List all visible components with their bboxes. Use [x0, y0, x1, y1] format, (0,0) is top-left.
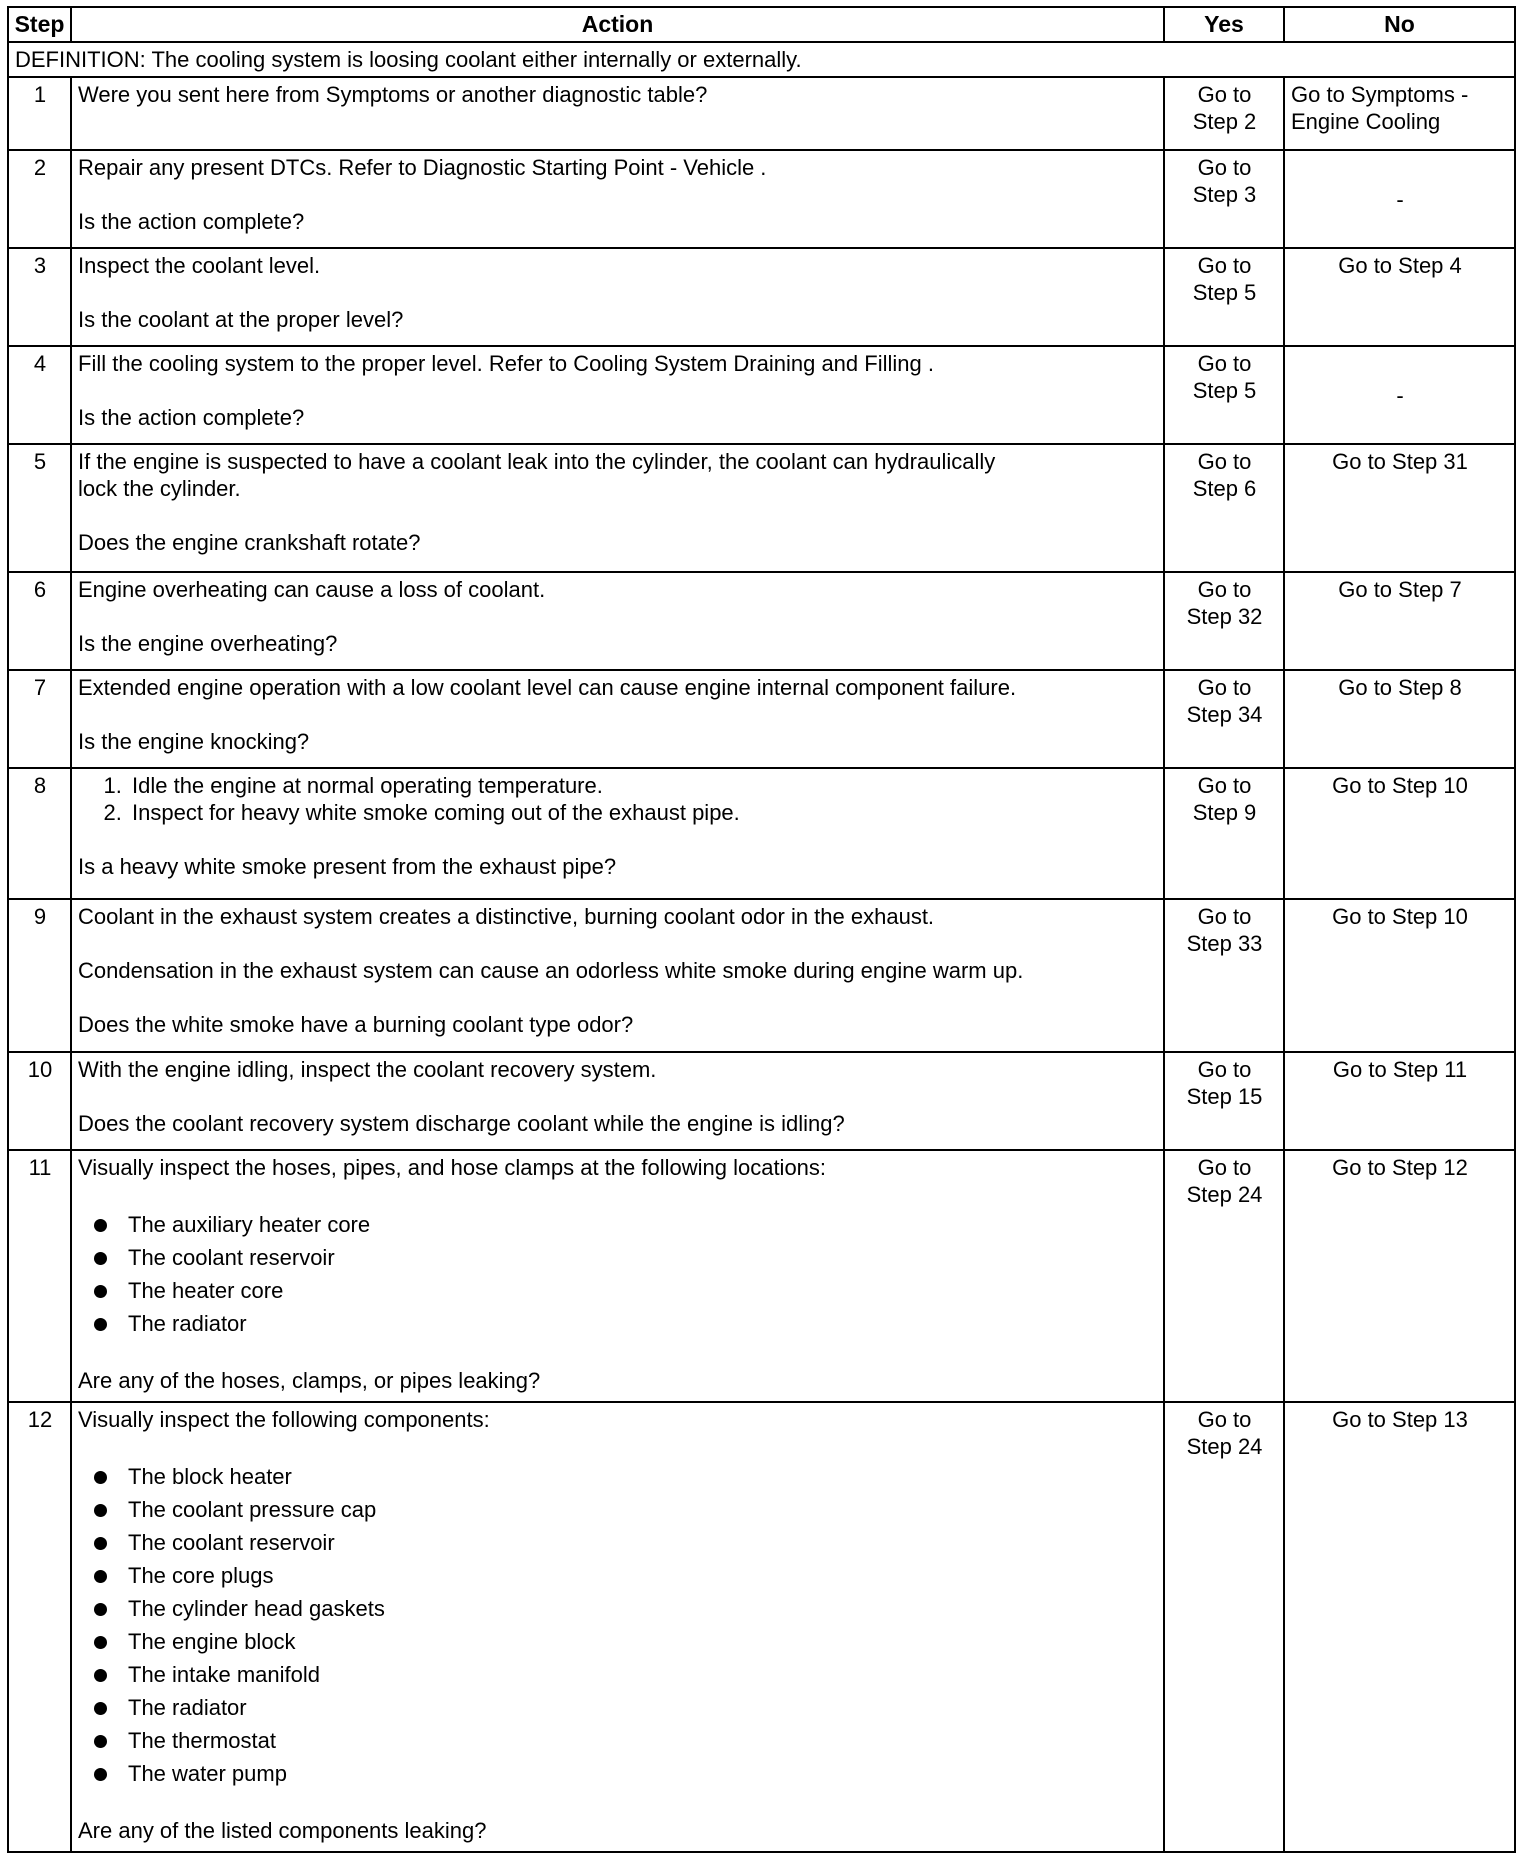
action-question: Is a heavy white smoke present from the exhaust pipe? — [78, 854, 617, 879]
step-number: 2 — [8, 150, 71, 248]
yes-cell[interactable] — [1164, 248, 1284, 346]
table-row — [8, 572, 1515, 670]
yes-line: Step 24 — [1186, 1182, 1263, 1207]
table-header-row — [8, 7, 1515, 42]
table-row — [8, 150, 1515, 248]
table-row — [8, 346, 1515, 444]
yes-cell[interactable] — [1164, 1052, 1284, 1150]
action-text: Inspect the coolant level. — [78, 253, 321, 278]
yes-line: Go to — [1197, 449, 1252, 474]
step-number: 7 — [8, 670, 71, 768]
no-line: Engine Cooling — [1291, 109, 1441, 134]
list-item: 1. Idle the engine at normal operating temperature. — [128, 772, 1158, 799]
no-cell[interactable] — [1284, 444, 1515, 572]
list-item: The block heater — [128, 1460, 1158, 1493]
step-number: 6 — [8, 572, 71, 670]
list-item: The radiator — [128, 1691, 1158, 1724]
header-step: Step — [8, 7, 71, 42]
no-line: Go to Step 13 — [1332, 1407, 1468, 1432]
list-item: The thermostat — [128, 1724, 1158, 1757]
table-row — [8, 1052, 1515, 1150]
yes-line: Step 5 — [1192, 280, 1257, 305]
table-row — [8, 670, 1515, 768]
yes-line: Step 32 — [1186, 604, 1263, 629]
no-cell — [1284, 150, 1515, 248]
yes-cell[interactable] — [1164, 346, 1284, 444]
table-row — [8, 899, 1515, 1052]
action-question: Is the action complete? — [78, 209, 305, 234]
definition-text: DEFINITION: The cooling system is loosing coolant either internally or externally. — [8, 42, 1515, 77]
header-no: No — [1284, 7, 1515, 42]
table-row — [8, 444, 1515, 572]
yes-line: Step 9 — [1192, 800, 1257, 825]
list-item: The heater core — [128, 1274, 1158, 1307]
table-row — [8, 1150, 1515, 1402]
yes-line: Step 3 — [1192, 182, 1257, 207]
action-question: Is the engine overheating? — [78, 631, 338, 656]
list-item: The coolant reservoir — [128, 1241, 1158, 1274]
yes-line: Go to — [1197, 155, 1252, 180]
yes-line: Step 34 — [1186, 702, 1263, 727]
bullet-list — [78, 1208, 1158, 1340]
list-item: The coolant pressure cap — [128, 1493, 1158, 1526]
action-cell — [71, 670, 1164, 768]
action-cell — [71, 77, 1164, 150]
yes-cell[interactable] — [1164, 77, 1284, 150]
no-line: Go to Symptoms - — [1291, 82, 1469, 107]
action-question: Does the white smoke have a burning coolant type odor? — [78, 1012, 634, 1037]
numbered-list — [78, 772, 1158, 826]
definition-row — [8, 42, 1515, 77]
action-question: Is the action complete? — [78, 405, 305, 430]
action-cell — [71, 150, 1164, 248]
action-text: Fill the cooling system to the proper level. Refer to Cooling System Draining and Filling . — [78, 351, 934, 376]
yes-cell[interactable] — [1164, 572, 1284, 670]
yes-cell[interactable] — [1164, 1402, 1284, 1852]
no-line: Go to Step 8 — [1338, 675, 1462, 700]
yes-line: Go to — [1197, 773, 1252, 798]
table-row — [8, 768, 1515, 899]
yes-line: Step 6 — [1192, 476, 1257, 501]
no-line: Go to Step 12 — [1332, 1155, 1468, 1180]
no-cell[interactable] — [1284, 248, 1515, 346]
no-line: Go to Step 4 — [1338, 253, 1462, 278]
no-line: Go to Step 7 — [1338, 577, 1462, 602]
action-cell — [71, 572, 1164, 670]
header-action: Action — [71, 7, 1164, 42]
no-line: Go to Step 10 — [1332, 773, 1468, 798]
yes-line: Step 2 — [1192, 109, 1257, 134]
action-text: Extended engine operation with a low coolant level can cause engine internal component failure. — [78, 675, 1017, 700]
list-item: The radiator — [128, 1307, 1158, 1340]
action-text: Engine overheating can cause a loss of coolant. — [78, 577, 546, 602]
yes-line: Go to — [1197, 675, 1252, 700]
yes-line: Go to — [1197, 351, 1252, 376]
action-question: Are any of the hoses, clamps, or pipes leaking? — [78, 1368, 541, 1393]
yes-line: Step 15 — [1186, 1084, 1263, 1109]
no-cell[interactable] — [1284, 899, 1515, 1052]
list-item: The intake manifold — [128, 1658, 1158, 1691]
list-item: The cylinder head gaskets — [128, 1592, 1158, 1625]
action-text: With the engine idling, inspect the coolant recovery system. — [78, 1057, 657, 1082]
no-cell[interactable] — [1284, 77, 1515, 150]
yes-line: Go to — [1197, 1057, 1252, 1082]
step-number: 4 — [8, 346, 71, 444]
action-question: Does the engine crankshaft rotate? — [78, 530, 421, 555]
action-cell — [71, 899, 1164, 1052]
yes-line: Go to — [1197, 253, 1252, 278]
yes-cell[interactable] — [1164, 444, 1284, 572]
list-item: The engine block — [128, 1625, 1158, 1658]
action-cell — [71, 1150, 1164, 1402]
action-cell — [71, 1052, 1164, 1150]
yes-cell[interactable] — [1164, 150, 1284, 248]
list-item: 2. Inspect for heavy white smoke coming out of the exhaust pipe. — [128, 799, 1158, 826]
no-line: - — [1396, 186, 1404, 212]
step-number: 3 — [8, 248, 71, 346]
no-line: Go to Step 11 — [1332, 1057, 1468, 1082]
no-cell[interactable] — [1284, 1052, 1515, 1150]
no-cell[interactable] — [1284, 768, 1515, 899]
yes-line: Go to — [1197, 82, 1252, 107]
yes-line: Go to — [1197, 1407, 1252, 1432]
list-item: The coolant reservoir — [128, 1526, 1158, 1559]
step-number: 9 — [8, 899, 71, 1052]
action-cell — [71, 444, 1164, 572]
action-question: Is the engine knocking? — [78, 729, 310, 754]
yes-cell[interactable] — [1164, 768, 1284, 899]
yes-line: Step 33 — [1186, 931, 1263, 956]
no-line: Go to Step 10 — [1332, 904, 1468, 929]
step-number: 10 — [8, 1052, 71, 1150]
yes-cell[interactable] — [1164, 1150, 1284, 1402]
action-text: Repair any present DTCs. Refer to Diagnostic Starting Point - Vehicle . — [78, 155, 767, 180]
list-item: The core plugs — [128, 1559, 1158, 1592]
action-cell — [71, 768, 1164, 899]
yes-cell[interactable] — [1164, 899, 1284, 1052]
action-question: Is the coolant at the proper level? — [78, 307, 404, 332]
table-row — [8, 1402, 1515, 1852]
action-text: Visually inspect the hoses, pipes, and hose clamps at the following locations: — [78, 1155, 827, 1180]
step-number: 12 — [8, 1402, 71, 1852]
action-cell — [71, 1402, 1164, 1852]
no-cell[interactable] — [1284, 1150, 1515, 1402]
yes-line: Go to — [1197, 577, 1252, 602]
no-cell — [1284, 346, 1515, 444]
no-cell[interactable] — [1284, 572, 1515, 670]
table-row — [8, 77, 1515, 150]
no-cell[interactable] — [1284, 1402, 1515, 1852]
no-line: - — [1396, 382, 1404, 408]
action-text: Were you sent here from Symptoms or another diagnostic table? — [78, 82, 708, 107]
action-question: Does the coolant recovery system discharge coolant while the engine is idling? — [78, 1111, 845, 1136]
no-cell[interactable] — [1284, 670, 1515, 768]
yes-line: Step 24 — [1186, 1434, 1263, 1459]
list-item: The water pump — [128, 1757, 1158, 1790]
yes-line: Go to — [1197, 904, 1252, 929]
step-number: 8 — [8, 768, 71, 899]
action-text: Visually inspect the following components: — [78, 1407, 490, 1432]
yes-line: Step 5 — [1192, 378, 1257, 403]
action-text: If the engine is suspected to have a coolant leak into the cylinder, the coolant can hydraulically lock the cylinder. — [78, 449, 996, 501]
action-cell — [71, 346, 1164, 444]
header-yes: Yes — [1164, 7, 1284, 42]
action-cell — [71, 248, 1164, 346]
list-item: The auxiliary heater core — [128, 1208, 1158, 1241]
no-line: Go to Step 31 — [1332, 449, 1468, 474]
step-number: 1 — [8, 77, 71, 150]
step-number: 11 — [8, 1150, 71, 1402]
yes-cell[interactable] — [1164, 670, 1284, 768]
step-number: 5 — [8, 444, 71, 572]
table-row — [8, 248, 1515, 346]
action-text: Condensation in the exhaust system can cause an odorless white smoke during engine warm up. — [78, 958, 1024, 983]
diagnostic-table — [7, 6, 1516, 1853]
bullet-list — [78, 1460, 1158, 1790]
action-text: Coolant in the exhaust system creates a distinctive, burning coolant odor in the exhaust. — [78, 904, 935, 929]
yes-line: Go to — [1197, 1155, 1252, 1180]
action-question: Are any of the listed components leaking? — [78, 1818, 487, 1843]
